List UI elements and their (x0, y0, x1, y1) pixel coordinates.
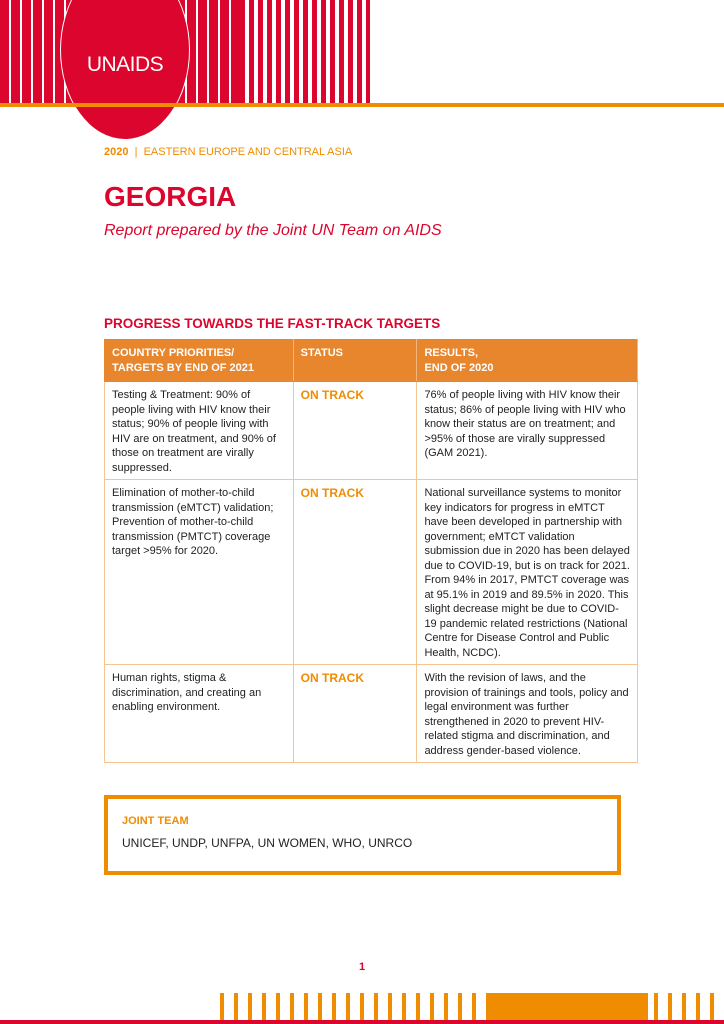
joint-team-heading: JOINT TEAM (122, 815, 189, 827)
column-header-priorities: COUNTRY PRIORITIES/ TARGETS BY END OF 2021 (105, 340, 294, 382)
page-title: GEORGIA (104, 181, 237, 212)
status-cell: ON TRACK (293, 382, 417, 480)
page-subtitle: Report prepared by the Joint UN Team on AIDS (104, 222, 442, 239)
table-header-row (105, 340, 638, 382)
result-cell: With the revision of laws, and the provision of trainings and tools, policy and legal environment was further strengthened in 2020 to prevent HIV-related stigma and discrimination, and address gender-based violence. (417, 665, 638, 763)
table-row (105, 480, 638, 665)
column-header-results: RESULTS, END OF 2020 (417, 340, 638, 382)
page-number: 1 (358, 961, 366, 973)
footer-band (488, 993, 648, 1020)
status-cell: ON TRACK (293, 480, 417, 665)
priority-cell: Human rights, stigma & discrimination, and creating an enabling environment. (105, 665, 294, 763)
section-title: PROGRESS TOWARDS THE FAST-TRACK TARGETS (104, 316, 441, 331)
result-cell: National surveillance systems to monitor key indicators for progress in eMTCT have been developed in partnership with government; eMTCT validation submission due in 2020 has been delayed due to COVID-19, but is on track for 2021. From 94% in 2017, PMTCT coverage was at 95.1% in 2019 and 89.5% in 2020. This slight decrease might be due to COVID-19 pandemic related restrictions (National Centre for Disease Control and Public Health, NCDC). (417, 480, 638, 665)
region: EASTERN EUROPE AND CENTRAL ASIA (143, 146, 353, 158)
header-banner (0, 0, 724, 103)
header-divider (0, 103, 724, 107)
priority-cell: Elimination of mother-to-child transmission (eMTCT) validation; Prevention of mother-to-child transmission (PMTCT) coverage target >95% for 2020. (105, 480, 294, 665)
report-year: 2020 (104, 146, 129, 158)
table-row (105, 665, 638, 763)
kicker-separator: | (134, 146, 138, 158)
result-cell: 76% of people living with HIV know their status; 86% of people living with HIV who know their status are on treatment; and >95% of those are virally suppressed (GAM 2021). (417, 382, 638, 480)
joint-team-box (104, 795, 621, 875)
report-kicker (104, 146, 352, 158)
priority-cell: Testing & Treatment: 90% of people living with HIV know their status; 90% of people living with HIV are on treatment, and 90% of those on treatment are virally suppressed. (105, 382, 294, 480)
status-cell: ON TRACK (293, 665, 417, 763)
unaids-logo (60, 0, 190, 140)
footer-stripes (210, 993, 724, 1020)
column-header-status: STATUS (293, 340, 417, 382)
joint-team-members: UNICEF, UNDP, UNFPA, UN WOMEN, WHO, UNRCO (122, 836, 413, 850)
logo-text: UNAIDS (86, 53, 164, 76)
targets-table (104, 339, 638, 763)
table-row (105, 382, 638, 480)
decorative-stripes (240, 0, 370, 103)
footer-line (0, 1020, 724, 1024)
